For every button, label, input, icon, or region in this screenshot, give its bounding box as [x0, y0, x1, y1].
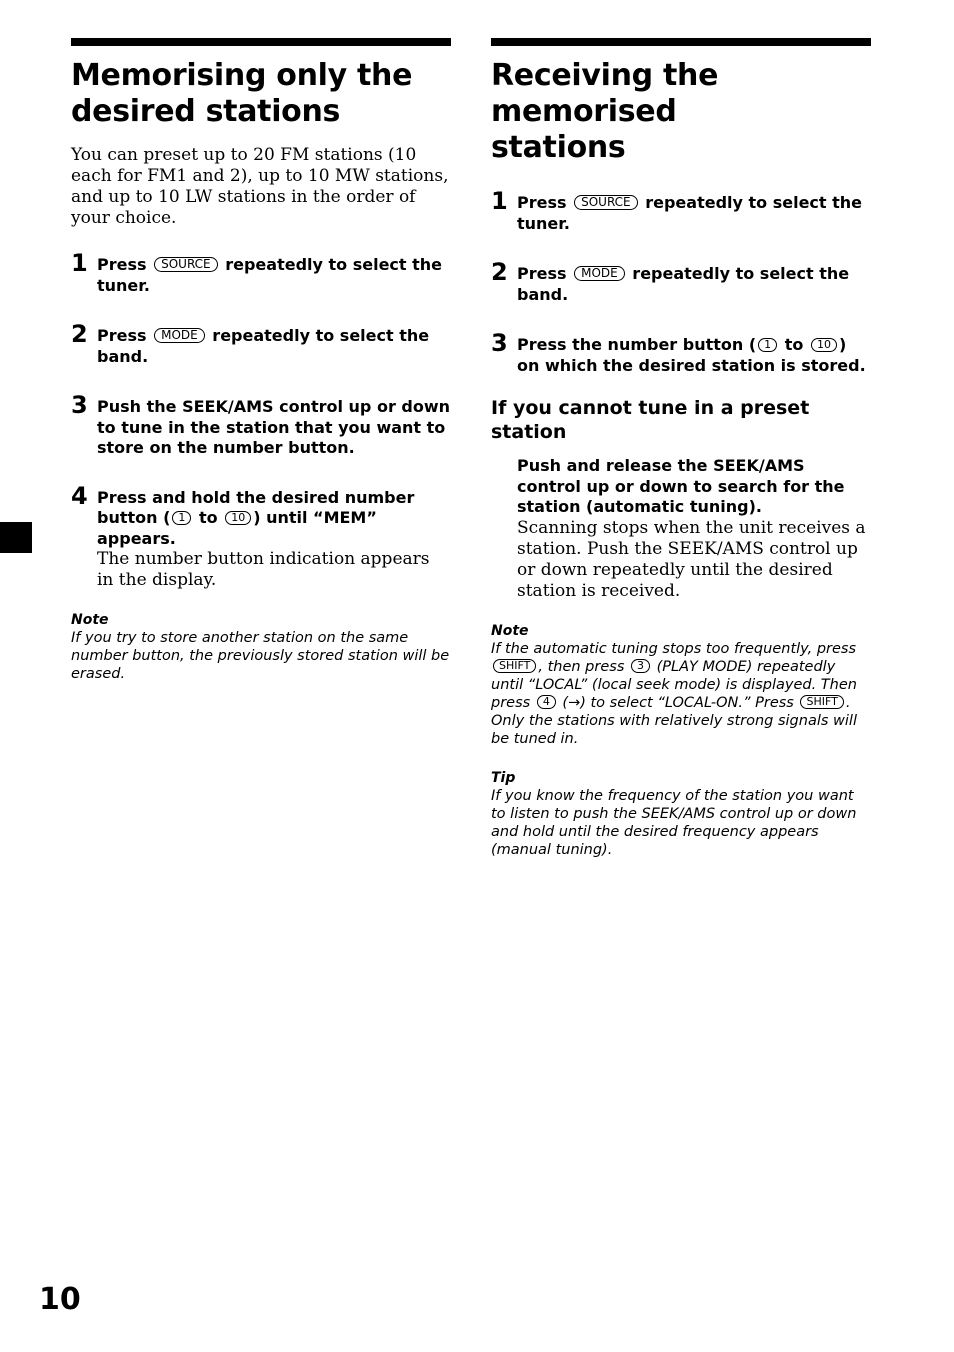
left-column	[71, 38, 451, 683]
page-number: 10	[39, 1282, 81, 1317]
left-step-1: 1 Press SOURCE repeatedly to select the tuner.	[71, 249, 443, 295]
step-body: The number button indication appears in the display.	[97, 549, 430, 590]
section-rule	[491, 38, 871, 46]
mode-key: MODE	[154, 328, 205, 343]
step-number: 2	[71, 320, 88, 348]
number-10-key: 10	[811, 338, 837, 352]
step-number: 1	[491, 187, 508, 215]
left-note	[71, 611, 451, 683]
source-key: SOURCE	[574, 195, 638, 210]
number-1-key: 1	[758, 338, 777, 352]
side-tab-marker	[0, 522, 32, 553]
step-number: 3	[491, 329, 508, 357]
right-tip	[491, 769, 871, 859]
step-number: 2	[491, 258, 508, 286]
right-note	[491, 622, 871, 748]
tip-title: Tip	[491, 769, 516, 786]
left-step-4: 4 Press and hold the desired number button ( 1 to 10 ) until “MEM” appears. The number button indication appears in the display.	[71, 488, 451, 592]
step-number: 1	[71, 249, 88, 277]
step-number: 3	[71, 391, 88, 419]
left-intro: You can preset up to 20 FM stations (10 each for FM1 and 2), up to 10 MW stations, and up to 10 LW stations in the order of your choice.	[71, 145, 449, 228]
tip-text: If you know the frequency of the station you want to listen to push the SEEK/AMS control up or down and hold until the desired frequency appears (manual tuning).	[491, 787, 857, 858]
number-3-key: 3	[631, 659, 650, 673]
shift-key: SHIFT	[800, 695, 843, 709]
mode-key: MODE	[574, 266, 625, 281]
right-step-1: 1 Press SOURCE repeatedly to select the tuner.	[491, 187, 863, 233]
left-section-title: Memorising only the desired stations	[71, 58, 413, 129]
note-title: Note	[71, 612, 109, 628]
left-step-2: 2 Press MODE repeatedly to select the band.	[71, 320, 430, 366]
number-1-key: 1	[172, 511, 191, 525]
subheading: If you cannot tune in a preset station	[491, 397, 810, 443]
right-step-3: 3 Press the number button ( 1 to 10 ) on which the desired station is stored.	[491, 329, 866, 375]
section-rule	[71, 38, 451, 46]
note-text: If you try to store another station on the same number button, the previously stored station will be erased.	[71, 630, 450, 682]
sub-instruction-body: Scanning stops when the unit receives a station. Push the SEEK/AMS control up or down repeatedly until the desired station is received.	[517, 517, 866, 601]
number-10-key: 10	[225, 511, 251, 525]
note-title: Note	[491, 622, 529, 639]
source-key: SOURCE	[154, 257, 218, 272]
sub-instruction-bold: Push and release the SEEK/AMS control up or down to search for the station (automatic tuning).	[517, 456, 845, 516]
right-step-2: 2 Press MODE repeatedly to select the band.	[491, 258, 850, 304]
right-column	[491, 38, 871, 859]
shift-key: SHIFT	[493, 659, 536, 673]
note-text: If the automatic tuning stops too frequently, press SHIFT , then press 3 (PLAY MODE) repeatedly until “LOCAL” (local seek mode) is displayed. Then press 4 (→) to select “LOCAL-ON.” Press SHIFT . Only the stations with relatively strong signals will be tuned in.	[491, 640, 857, 747]
sub-instruction	[491, 456, 871, 602]
step-number: 4	[71, 481, 88, 510]
left-step-3: 3 Push the SEEK/AMS control up or down to tune in the station that you want to store on the number button.	[71, 391, 451, 457]
right-section-title: Receiving the memorised stations	[491, 58, 719, 165]
number-4-key: 4	[537, 695, 556, 709]
